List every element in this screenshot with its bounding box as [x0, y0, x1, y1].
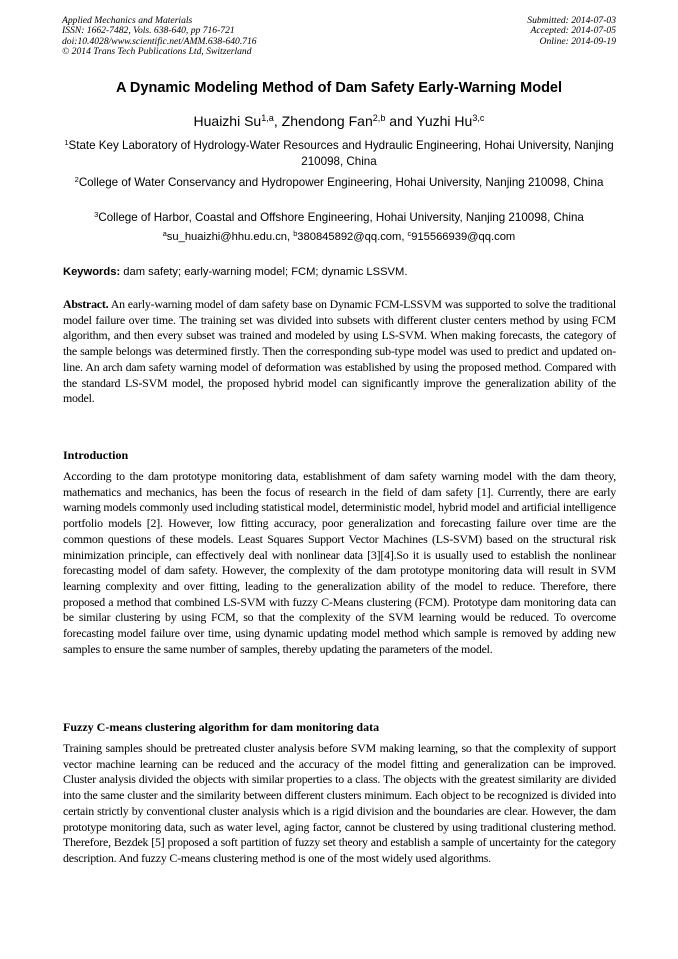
- author-superscript: 2,b: [372, 113, 386, 123]
- author-list: [40, 113, 638, 129]
- email-address: 915566939@qq.com: [411, 231, 516, 243]
- affiliation-superscript: 3: [94, 209, 99, 219]
- affiliation-1: [62, 138, 616, 170]
- author-separator: ,: [273, 113, 282, 129]
- copyright-line: © 2014 Trans Tech Publications Ltd, Switzerland: [62, 46, 252, 58]
- paper-title: A Dynamic Modeling Method of Dam Safety Early-Warning Model: [115, 80, 563, 96]
- abstract: [63, 297, 616, 407]
- keywords: [63, 266, 616, 278]
- keywords-label: Keywords:: [63, 266, 121, 278]
- author-name: Zhendong Fan: [281, 113, 373, 129]
- issn-line: ISSN: 1662-7482, Vols. 638-640, pp 716-721: [62, 25, 235, 37]
- affiliation-text: State Key Laboratory of Hydrology-Water Resources and Hydraulic Engineering, Hohai University, Nanjing 210098, China: [68, 139, 614, 168]
- introduction-paragraph: According to the dam prototype monitoring data, establishment of dam safety warning model with the dam theory, mathematics and mechanics, has been the focus of research in the field of dam safety [1]. Currently, there are early warning models commonly used including statistical model, deterministic model, hybrid model and artificial intelligence portfolio models [2]. However, low fitting accuracy, poor generalization and forecasting failure over time are the common questions of these models. Least Squares Support Vector Machines (LS-SVM) based on the structural risk minimization principle, can effectively deal with nonlinear data [3][4].So it is usually used to establish the nonlinear forecasting model of dam safety. However, the complexity of the dam prototype monitoring data will result in SVM learning complexity and over fitting, leading to the generalization ability of the model to reduce. Therefore, there proposed a method that combined LS-SVM with fuzzy C-Means clustering (FCM). Prototype dam monitoring data can be similar clustering by using FCM, so that the complexity of the SVM learning would be reduced. To overcome forecasting model failure over time, using dynamic updating model method which sample is removed by adding new samples to ensure the same number of samples, thereby updating the parameters of the model.: [63, 469, 616, 656]
- author-superscript: 3,c: [472, 113, 485, 123]
- abstract-text: An early-warning model of dam safety base on Dynamic FCM-LSSVM was supported to solve the traditional model failure over time. The training set was divided into subsets with different cluster centers method by using FCM algorithm, and then every subset was trained and modeled by using LS-SVM. When making forecasts, the category of the sample belongs was determined firstly. Then the corresponding sub-type model was used to predict and updated on-line. An arch dam safety warning model of deformation was established by using the proposed method. Compared with the standard LS-SVM model, the proposed hybrid model can significantly improve the generalization ability of the model.: [63, 297, 616, 406]
- email-superscript: b: [293, 229, 298, 238]
- publication-dates: [527, 16, 616, 47]
- email-list: [40, 231, 638, 243]
- section-heading-introduction: Introduction: [63, 448, 129, 462]
- email-address: 380845892@qq.com,: [297, 231, 408, 243]
- journal-info: [62, 16, 257, 58]
- email-address: su_huaizhi@hhu.edu.cn,: [166, 231, 294, 243]
- affiliation-3: [62, 210, 616, 226]
- submitted-date: Submitted: 2014-07-03: [527, 15, 616, 26]
- author-name: Yuzhi Hu: [416, 113, 473, 129]
- email-superscript: a: [162, 229, 167, 238]
- affiliation-superscript: 2: [74, 174, 79, 184]
- journal-name: Applied Mechanics and Materials: [62, 15, 193, 26]
- author-name: Huaizhi Su: [193, 113, 262, 129]
- keywords-text: dam safety; early-warning model; FCM; dynamic LSSVM.: [120, 266, 408, 278]
- affiliation-text: College of Water Conservancy and Hydropower Engineering, Hohai University, Nanjing 210098, China: [78, 176, 604, 189]
- affiliation-text: College of Harbor, Coastal and Offshore Engineering, Hohai University, Nanjing 210098, China: [98, 211, 584, 224]
- online-date: Online: 2014-09-19: [539, 35, 616, 47]
- doi-line: doi:10.4028/www.scientific.net/AMM.638-640.716: [62, 35, 257, 47]
- author-separator: and: [385, 113, 417, 129]
- accepted-date: Accepted: 2014-07-05: [530, 25, 616, 37]
- email-superscript: c: [407, 229, 412, 238]
- author-superscript: 1,a: [261, 113, 274, 123]
- affiliation-2: [62, 175, 616, 191]
- abstract-label: Abstract.: [63, 297, 109, 311]
- affiliation-superscript: 1: [64, 137, 69, 147]
- section-heading-fcm: Fuzzy C-means clustering algorithm for dam monitoring data: [63, 720, 380, 734]
- fcm-paragraph: Training samples should be pretreated cluster analysis before SVM making learning, so that the complexity of support vector machine learning can be reduced and the accuracy of the model fitting and generalization can be improved. Cluster analysis divided the objects with similar properties to a class. The objects with the greatest similarity are divided into the same cluster and the similarity between different clusters minimum. Each object to be recognized is divided into certain strictly by conventional cluster analysis which is a rigid division and the boundaries are clear. However, the dam prototype monitoring data, such as water level, aging factor, cannot be clustered by using traditional clustering method. Therefore, Bezdek [5] proposed a soft partition of fuzzy set theory and establish a sample of uncertainty for the category description. And fuzzy C-means clustering method is one of the most widely used algorithms.: [63, 741, 616, 865]
